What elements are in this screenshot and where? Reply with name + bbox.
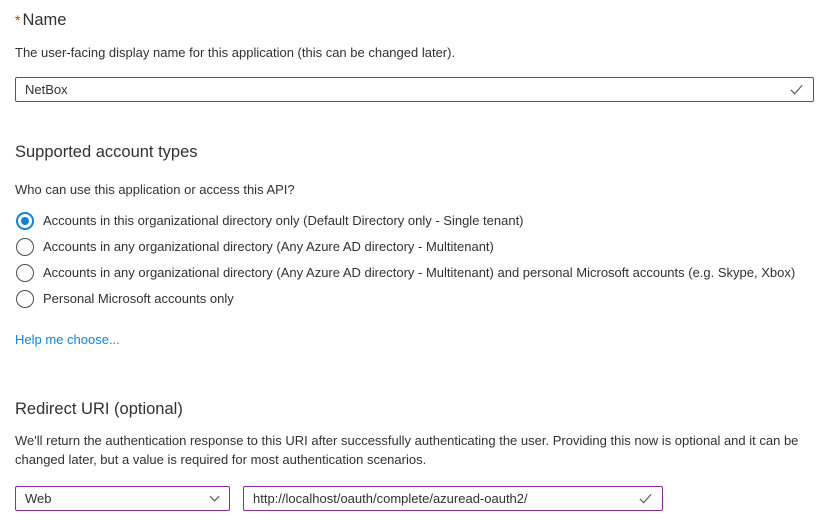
name-description: The user-facing display name for this application (this can be changed later). (15, 45, 456, 60)
radio-unselected-icon (16, 290, 34, 308)
name-section-title-text: Name (22, 11, 67, 29)
name-section-title (15, 10, 814, 30)
radio-option-multitenant-personal[interactable] (15, 260, 814, 286)
chevron-down-icon (207, 491, 222, 506)
radio-option-label: Personal Microsoft accounts only (43, 291, 234, 306)
radio-selected-icon (16, 212, 34, 230)
checkmark-icon (638, 491, 653, 506)
redirect-uri-title: Redirect URI (optional) (15, 400, 183, 418)
redirect-uri-input[interactable] (253, 491, 638, 506)
radio-option-single-tenant[interactable] (15, 208, 814, 234)
name-input-container (15, 77, 814, 102)
radio-option-label: Accounts in any organizational directory (Any Azure AD directory - Multitenant) (43, 239, 494, 254)
radio-unselected-icon (16, 264, 34, 282)
name-input[interactable] (25, 82, 789, 97)
radio-option-multitenant[interactable] (15, 234, 814, 260)
radio-option-label: Accounts in this organizational directory only (Default Directory only - Single tenant) (43, 213, 524, 228)
help-me-choose-link[interactable]: Help me choose... (15, 332, 120, 347)
redirect-uri-row (15, 486, 814, 511)
required-asterisk: * (15, 12, 21, 28)
redirect-uri-description: We'll return the authentication response to this URI after successfully authenticating the user. Providing this now is optional and it can be changed later, but a value is required for most authentication scenarios. (15, 433, 799, 467)
radio-option-personal-only[interactable] (15, 286, 814, 312)
platform-select[interactable] (15, 486, 230, 511)
checkmark-icon (789, 82, 804, 97)
account-types-radio-group (15, 208, 814, 312)
platform-select-value: Web (25, 491, 52, 506)
supported-account-types-title: Supported account types (15, 143, 198, 161)
radio-unselected-icon (16, 238, 34, 256)
app-registration-form (0, 10, 829, 526)
account-types-question: Who can use this application or access this API? (15, 182, 295, 197)
redirect-uri-input-container (243, 486, 663, 511)
radio-option-label: Accounts in any organizational directory (Any Azure AD directory - Multitenant) and personal Microsoft accounts (e.g. Skype, Xbox) (43, 265, 796, 280)
